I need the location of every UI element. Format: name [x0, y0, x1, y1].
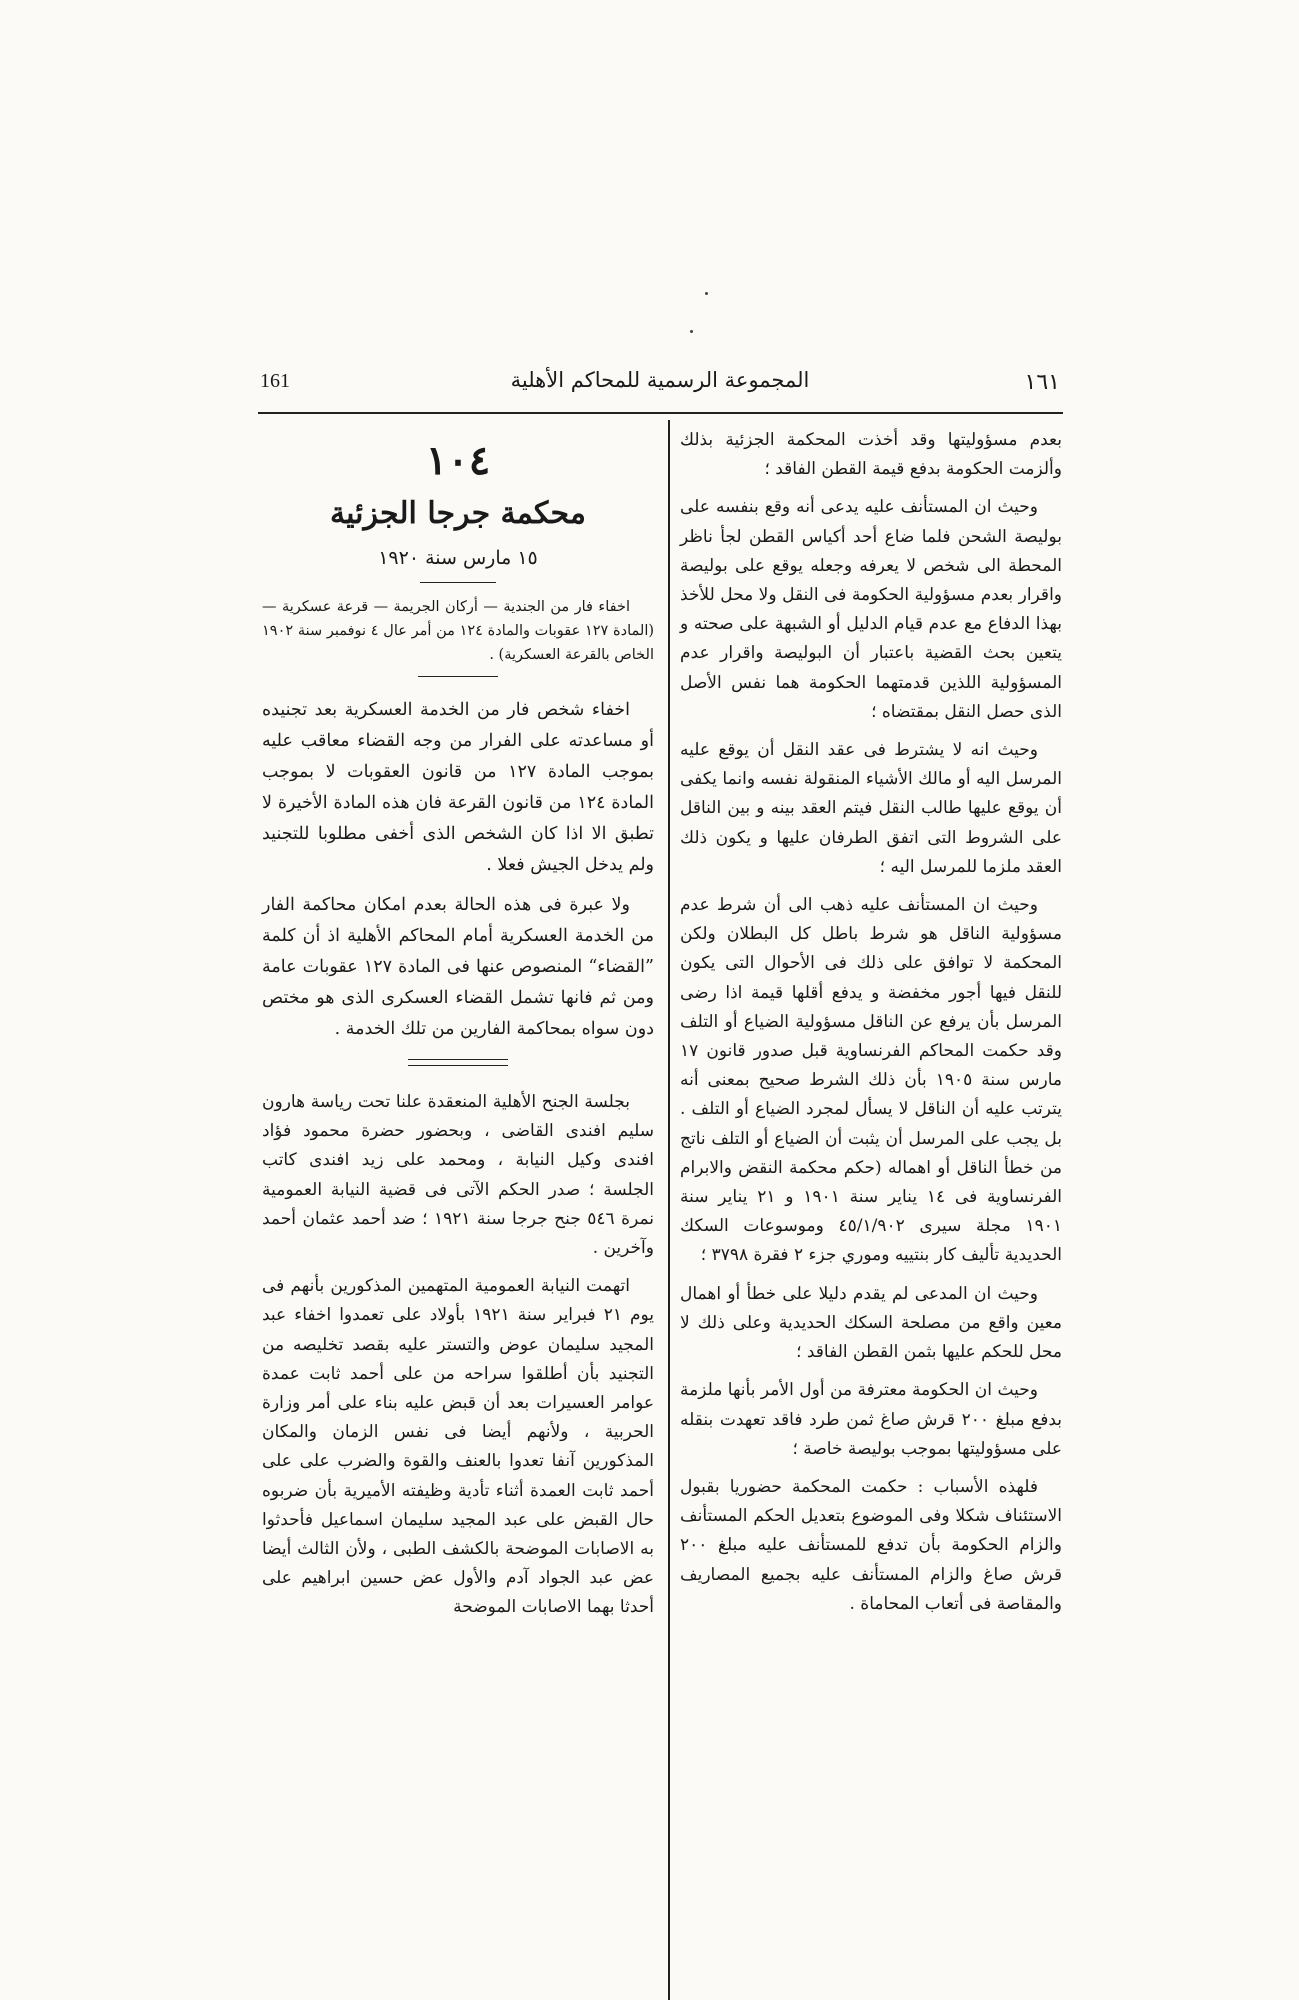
- case-number: ١٠٤: [425, 437, 491, 484]
- paragraph: وحيث ان الحكومة معترفة من أول الأمر بأنها ملزمة بدفع مبلغ ٢٠٠ قرش صاغ ثمن طرد فاقد تعهدت بنقله على مسؤوليتها بموجب بوليصة خاصة ؛: [680, 1380, 1062, 1459]
- journal-title: المجموعة الرسمية للمحاكم الأهلية: [510, 368, 810, 392]
- page-number-arabic: ١٦١: [1024, 370, 1060, 395]
- paragraph: بجلسة الجنح الأهلية المنعقدة علنا تحت رياسة هارون سليم افندى القاضى ، وبحضور حضرة محمود فؤاد افندى وكيل النيابة ، ومحمد على زيد افندى كاتب الجلسة ؛ صدر الحكم الآتى فى قضية النيابة العمومية نمرة ٥٤٦ جنح جرجا سنة ١٩٢١ ؛ ضد أحمد عثمان أحمد وآخرين .: [262, 1092, 655, 1259]
- case-date: ١٥ مارس سنة ١٩٢٠: [378, 547, 538, 569]
- case-keywords: اخفاء فار من الجندية — أركان الجريمة — قرعة عسكرية — (المادة ١٢٧ عقوبات والمادة ١٢٤ من أمر عال ٤ نوفمبر سنة ١٩٠٢ الخاص بالقرعة العسكرية) .: [262, 599, 655, 663]
- column-divider: [668, 420, 670, 2000]
- paragraph: وحيث انه لا يشترط فى عقد النقل أن يوقع عليه المرسل اليه أو مالك الأشياء المنقولة نفسه وانما يكفى أن يوقع عليها طالب النقل فيتم العقد بينه و بين الناقل على الشروط التى اتفق الطرفان عليها و يكون ذلك العقد ملزما للمرسل اليه ؛: [680, 740, 1062, 877]
- scan-speck: [705, 292, 708, 295]
- header-rule: [258, 412, 1063, 414]
- paragraph: بعدم مسؤوليتها وقد أخذت المحكمة الجزئية بذلك وألزمت الحكومة بدفع قيمة القطن الفاقد ؛: [680, 430, 1062, 480]
- double-rule: [408, 1059, 508, 1066]
- running-header: [260, 366, 1060, 406]
- page-number-latin: 161: [260, 370, 290, 392]
- principle-paragraph: ولا عبرة فى هذه الحالة بعدم امكان محاكمة الفار من الخدمة العسكرية أمام المحاكم الأهلية اذ أن كلمة ”القضاء“ المنصوص عنها فى المادة ١٢٧ عقوبات عامة ومن ثم فانها تشمل القضاء العسكرى الذى هو مختص دون سواه بمحاكمة الفارين من تلك الخدمة .: [262, 895, 654, 1039]
- paragraph: وحيث ان المدعى لم يقدم دليلا على خطأ أو اهمال معين واقع من مصلحة السكك الحديدية وعلى ذلك لا محل للحكم عليها بثمن القطن الفاقد ؛: [680, 1283, 1062, 1363]
- right-column: [680, 426, 1062, 1628]
- court-name: محكمة جرجا الجزئية: [330, 496, 586, 531]
- scan-speck: [690, 330, 693, 333]
- paragraph: فلهذه الأسباب : حكمت المحكمة حضوريا بقبول الاستئناف شكلا وفى الموضوع بتعديل الحكم المستأنف والزام الحكومة بأن تدفع للمستأنف عليه مبلغ ٢٠٠ قرش صاغ والزام المستأنف عليه بجميع المصاريف والمقاصة فى أتعاب المحاماة .: [680, 1476, 1062, 1614]
- paragraph: اتهمت النيابة العمومية المتهمين المذكورين بأنهم فى يوم ٢١ فبراير سنة ١٩٢١ بأولاد على تعمدوا اخفاء عبد المجيد سليمان عوض والتستر عليه بقصد تخليصه من التجنيد بأن أطلقوا سراحه من على أحمد ثابت عمدة عوامر العسيرات بعد أن قبض عليه بناء على أمر وزارة الحربية ، ولأنهم أيضا فى نفس الزمان والمكان المذكورين آنفا تعدوا بالعنف والقوة والضرب على على أحمد ثابت العمدة أثناء تأدية وظيفته الأميرية بأن ضربوه حال القبض على عبد المجيد سليمان اسماعيل فأحدثوا به الاصابات الموضحة بالكشف الطبى ، ولأن الثالث أيضا عض عبد الجواد آدم والأول عض حسين ابراهيم على أحدثا بهما الاصابات الموضحة: [262, 1276, 654, 1618]
- section-rule: [418, 676, 498, 677]
- legal-principles: [262, 695, 654, 1045]
- paragraph: وحيث ان المستأنف عليه يدعى أنه وقع بنفسه على بوليصة الشحن فلما ضاع أحد أكياس القطن لجأ ناظر المحطة الى شخص لا يعرفه وجعله يوقع على بوليصة واقرار بعدم مسؤولية الحكومة فى النقل ولا محل للأخذ بهذا الدفاع مع عدم قيام الدليل أو الشبهة على صحته و يتعين بحث القضية باعتبار أن البوليصة واقرار عدم المسؤولية اللذين قدمتهما الحكومة هما نفس الأصل الذى حصل النقل بمقتضاه ؛: [680, 497, 1062, 722]
- paragraph: وحيث ان المستأنف عليه ذهب الى أن شرط عدم مسؤولية الناقل هو شرط باطل كل البطلان ولكن المحكمة لا توافق على ذلك فى الأحوال التى يكون للنقل فيها أجور مخفضة و يدفع أقلها قيمة اذا رضى المرسل بأن يرفع عن الناقل مسؤولية الضياع أو التلف وقد حكمت المحاكم الفرنساوية قبل صدور قانون ١٧ مارس سنة ١٩٠٥ بأن ذلك الشرط صحيح بمعنى أنه يترتب عليه أن الناقل لا يسأل لمجرد الضياع أو التلف . بل يجب على المرسل أن يثبت أن الضياع أو التلف ناتج من خطأ الناقل أو اهماله (حكم محكمة النقض والابرام الفرنساوية فى ١٤ يناير سنة ١٩٠١ و ٢١ يناير سنة ١٩٠١ مجلة سيرى ٤٥/١/٩٠٢ وموسوعات السكك الحديدية تأليف كار بنتييه وموري جزء ٢ فقرة ٣٧٩٨ ؛: [680, 895, 1063, 1266]
- left-column: [262, 430, 654, 1632]
- principle-paragraph: اخفاء شخص فار من الخدمة العسكرية بعد تجنيده أو مساعدته على الفرار من وجه القضاء معاقب عليه بموجب المادة ١٢٧ من قانون العقوبات لا بموجب المادة ١٢٤ من قانون القرعة فان هذه المادة الأخيرة لا تطبق الا اذا كان الشخص الذى أخفى مطلوبا للتجنيد ولم يدخل الجيش فعلا .: [262, 700, 654, 875]
- section-rule: [420, 582, 496, 583]
